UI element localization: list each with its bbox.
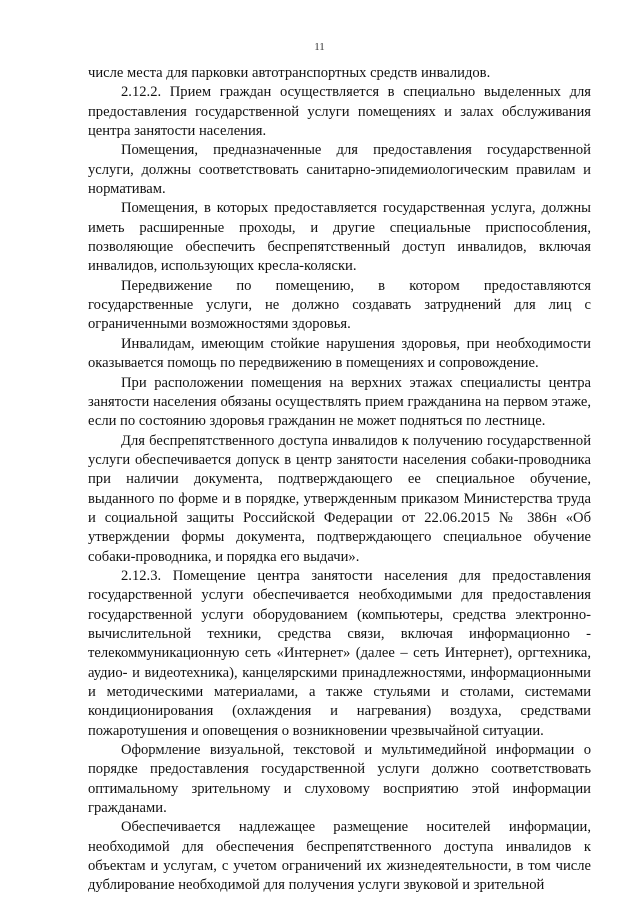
page-number: 11 xyxy=(314,41,325,53)
paragraph-wide-passages: Помещения, в которых предоставляется государственная услуга, должны иметь расширенные проходы, и другие специальные приспособления, позволяющие обеспечить беспрепятственный доступ инвалидов, включая инвалидов, использующих кресла-коляски. xyxy=(88,200,591,275)
paragraph-assistance: Инвалидам, имеющим стойкие нарушения здоровья, при необходимости оказывается помощь по передвижению в помещениях и сопровождение. xyxy=(88,335,591,372)
document-body xyxy=(88,64,591,896)
paragraph-guide-dog: Для беспрепятственного доступа инвалидов к получению государственной услуги обеспечивается допуск в центр занятости населения собаки-проводника при наличии документа, подтверждающего ее специальное обучение, выданного по форме и в порядке, утвержденным приказом Министерства труда и социальной защиты Российской Федерации от 22.06.2015 № 386н «Об утверждении формы документа, подтверждающего специальное обучение собаки-проводника, и порядка его выдачи». xyxy=(88,432,591,565)
paragraph-visual-info: Оформление визуальной, текстовой и мультимедийной информации о порядке предоставления государственной услуги должно соответствовать оптимальному зрительному и слуховому восприятию этой информации гражданами. xyxy=(88,742,591,817)
paragraph-movement: Передвижение по помещению, в котором предоставляются государственные услуги, не должно создавать затруднений для лиц с ограниченными возможностями здоровья. xyxy=(88,277,591,333)
paragraph-sanitary-rules: Помещения, предназначенные для предоставления государственной услуги, должны соответствовать санитарно-эпидемиологическим правилам и нормативам. xyxy=(88,142,591,198)
paragraph-info-carriers: Обеспечивается надлежащее размещение носителей информации, необходимой для обеспечения беспрепятственного доступа инвалидов к объектам и услугам, с учетом ограничений их жизнедеятельности, в том числе дублирование необходимой для получения услуги звуковой и зрительной xyxy=(88,819,591,894)
paragraph-2-12-2: 2.12.2. Прием граждан осуществляется в специально выделенных для предоставления государственной услуги помещениях и залах обслуживания центра занятости населения. xyxy=(88,84,591,140)
paragraph-parking: числе места для парковки автотранспортных средств инвалидов. xyxy=(88,65,491,81)
paragraph-2-12-3: 2.12.3. Помещение центра занятости населения для предоставления государственной услуги обеспечивается необходимыми для предоставления государственной услуги оборудованием (компьютеры, средства электронно-вычислительной техники, средства связи, включая информационно - телекоммуникационную сеть «Интернет» (далее – сеть Интернет), оргтехника, аудио- и видеотехника), канцелярскими принадлежностями, информационными и методическими материалами, а также стульями и столами, системами кондиционирования (охлаждения и нагревания) воздуха, средствами пожаротушения и оповещения о возникновении чрезвычайной ситуации. xyxy=(88,567,591,739)
paragraph-upper-floors: При расположении помещения на верхних этажах специалисты центра занятости населения обязаны осуществлять прием гражданина на первом этаже, если по состоянию здоровья гражданин не может подняться по лестнице. xyxy=(88,374,591,430)
